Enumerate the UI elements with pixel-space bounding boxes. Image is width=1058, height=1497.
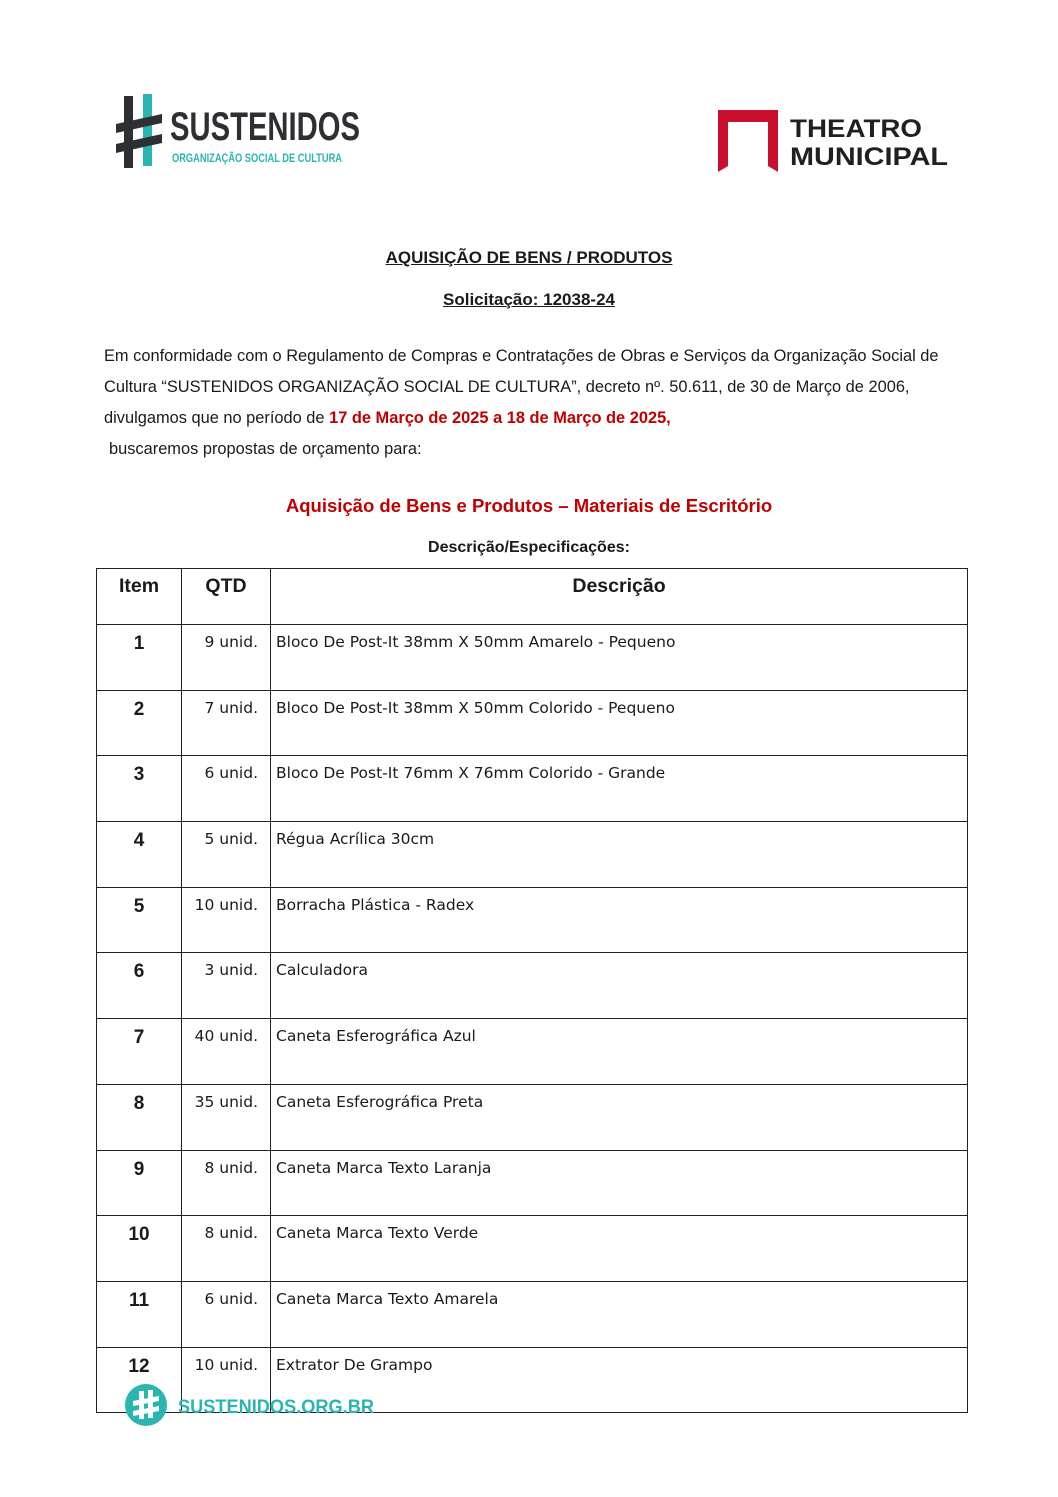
intro-text-part2: buscaremos propostas de orçamento para: [109, 440, 422, 458]
items-table [96, 568, 968, 1413]
spec-heading: Descrição/Especificações: [428, 539, 630, 556]
item-number: 7 [97, 1019, 182, 1085]
item-number: 3 [97, 756, 182, 822]
table-row [97, 1019, 968, 1085]
item-qtd: 9 unid. [182, 625, 271, 691]
item-qtd: 10 unid. [182, 887, 271, 953]
intro-text-part1: Em conformidade com o Regulamento de Compras e Contratações de Obras e Serviços da Organização Social de Cultura “SUSTENIDOS ORGANIZAÇÃO SOCIAL DE CULTURA”, decreto nº. 50.611, de 30 de Março de 2006, divulgamos que no período de [104, 347, 939, 427]
item-number: 11 [97, 1281, 182, 1347]
item-description: Caneta Marca Texto Verde [271, 1216, 968, 1282]
item-qtd: 7 unid. [182, 690, 271, 756]
table-row [97, 690, 968, 756]
hash-circle-icon [125, 1384, 167, 1426]
item-number: 1 [97, 625, 182, 691]
header-qtd: QTD [182, 569, 271, 625]
item-qtd: 35 unid. [182, 1084, 271, 1150]
item-qtd: 6 unid. [182, 1281, 271, 1347]
item-number: 5 [97, 887, 182, 953]
item-number: 10 [97, 1216, 182, 1282]
item-description: Extrator De Grampo [271, 1347, 968, 1413]
sustenidos-logo-name: SUSTENIDOS [170, 105, 360, 149]
theatro-logo-line1: THEATRO [790, 115, 922, 143]
item-number: 12 [97, 1347, 182, 1413]
item-description: Caneta Esferográfica Azul [271, 1019, 968, 1085]
intro-paragraph [104, 341, 944, 465]
item-qtd: 5 unid. [182, 822, 271, 888]
item-description: Bloco De Post-It 76mm X 76mm Colorido - Grande [271, 756, 968, 822]
item-description: Caneta Esferográfica Preta [271, 1084, 968, 1150]
item-number: 9 [97, 1150, 182, 1216]
sustenidos-logo-tagline: ORGANIZAÇÃO SOCIAL DE CULTURA [172, 151, 392, 165]
item-number: 6 [97, 953, 182, 1019]
item-description: Calculadora [271, 953, 968, 1019]
item-qtd: 6 unid. [182, 756, 271, 822]
table-row [97, 1281, 968, 1347]
table-row [97, 1150, 968, 1216]
item-description: Borracha Plástica - Radex [271, 887, 968, 953]
item-number: 4 [97, 822, 182, 888]
table-row [97, 887, 968, 953]
intro-period-highlight: 17 de Março de 2025 a 18 de Março de 2025, [329, 409, 671, 427]
solicitacao-number: Solicitação: 12038-24 [443, 290, 615, 309]
item-description: Régua Acrílica 30cm [271, 822, 968, 888]
table-header-row [97, 569, 968, 625]
header-item: Item [97, 569, 182, 625]
item-qtd: 40 unid. [182, 1019, 271, 1085]
table-row [97, 625, 968, 691]
footer-site-text[interactable]: SUSTENIDOS.ORG.BR [178, 1397, 375, 1418]
table-row [97, 1216, 968, 1282]
hash-icon [116, 94, 162, 168]
document-title: AQUISIÇÃO DE BENS / PRODUTOS [385, 248, 673, 267]
item-description: Bloco De Post-It 38mm X 50mm Amarelo - Pequeno [271, 625, 968, 691]
item-number: 2 [97, 690, 182, 756]
footer-logo [124, 1383, 384, 1429]
footer-site-link[interactable] [178, 1397, 374, 1418]
table-row [97, 953, 968, 1019]
theatro-municipal-logo [716, 108, 956, 174]
item-qtd: 10 unid. [182, 1347, 271, 1413]
section-subtitle: Aquisição de Bens e Produtos – Materiais de Escritório [285, 495, 773, 516]
table-row [97, 756, 968, 822]
item-qtd: 8 unid. [182, 1216, 271, 1282]
item-description: Caneta Marca Texto Amarela [271, 1281, 968, 1347]
table-row [97, 822, 968, 888]
theatro-logo-line2: MUNICIPAL [790, 143, 948, 171]
item-number: 8 [97, 1084, 182, 1150]
item-description: Bloco De Post-It 38mm X 50mm Colorido - Pequeno [271, 690, 968, 756]
item-qtd: 3 unid. [182, 953, 271, 1019]
sustenidos-logo [116, 94, 392, 172]
header-descricao: Descrição [271, 569, 968, 625]
item-description: Caneta Marca Texto Laranja [271, 1150, 968, 1216]
table-row [97, 1084, 968, 1150]
item-qtd: 8 unid. [182, 1150, 271, 1216]
theatre-arch-icon [718, 110, 778, 172]
